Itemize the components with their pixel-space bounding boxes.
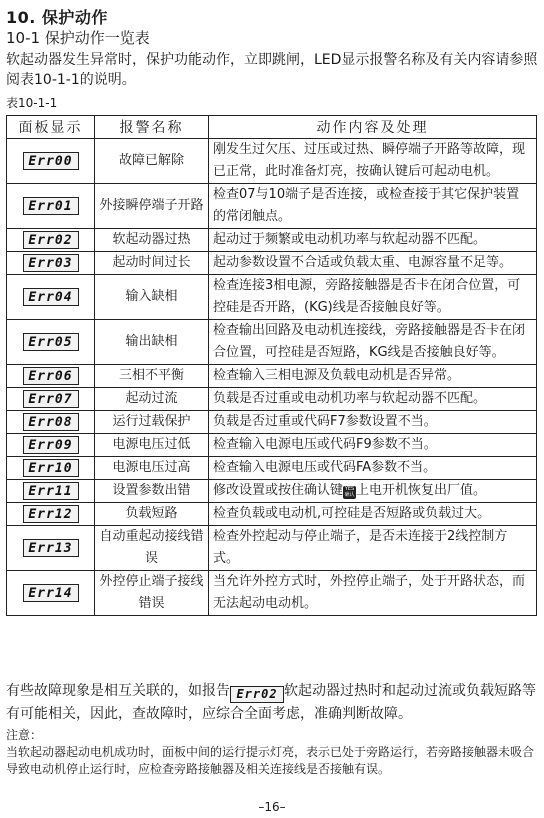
header-alarm-name: 报警名称 xyxy=(95,116,209,139)
table-row xyxy=(7,275,537,320)
table-row xyxy=(7,388,537,411)
note-label: 注意： xyxy=(6,728,43,742)
code-cell xyxy=(7,480,95,503)
table-row xyxy=(7,184,537,229)
outro-text-before: 有些故障现象是相互关联的，如报告 xyxy=(6,683,230,699)
code-cell xyxy=(7,252,95,275)
table-row xyxy=(7,365,537,388)
alarm-name-cell: 起动过流 xyxy=(95,388,209,411)
page-number: –16– xyxy=(258,800,286,814)
code-cell xyxy=(7,229,95,252)
action-content-cell: 负载是否过重或电动机功率与软起动器不匹配。 xyxy=(209,388,537,411)
alarm-name-cell: 外控停止端子接线错误 xyxy=(95,571,209,616)
alarm-name-cell: 输出缺相 xyxy=(95,320,209,365)
alarm-name-cell: 外接瞬停端子开路 xyxy=(95,184,209,229)
lcd-code-display: Err10 xyxy=(23,459,79,477)
alarm-name-cell: 电源电压过低 xyxy=(95,434,209,457)
action-content-cell: 起动过于频繁或电动机功率与软起动器不匹配。 xyxy=(209,229,537,252)
lcd-code-display: Err04 xyxy=(23,288,79,306)
error-code-table xyxy=(6,115,537,616)
action-content-cell: 负载是否过重或代码F7参数设置不当。 xyxy=(209,411,537,434)
lcd-code-display: Err03 xyxy=(23,254,79,272)
code-cell xyxy=(7,139,95,184)
action-content-cell: 检查输入电源电压或代码FA参数不当。 xyxy=(209,457,537,480)
header-panel-display: 面板显示 xyxy=(7,116,95,139)
lcd-code-display: Err13 xyxy=(23,539,79,557)
code-cell xyxy=(7,411,95,434)
action-content-cell: 起动参数设置不合适或负载太重、电源容量不足等。 xyxy=(209,252,537,275)
code-cell xyxy=(7,526,95,571)
code-cell xyxy=(7,365,95,388)
table-row xyxy=(7,320,537,365)
table-row xyxy=(7,503,537,526)
action-content-cell: 检查07与10端子是否连接，或检查接于其它保护装置的常闭触点。 xyxy=(209,184,537,229)
table-row xyxy=(7,139,537,184)
lcd-code-display: Err06 xyxy=(23,367,79,385)
code-cell xyxy=(7,275,95,320)
code-cell xyxy=(7,434,95,457)
table-row xyxy=(7,571,537,616)
table-label: 表10-1-1 xyxy=(6,96,58,110)
intro-paragraph: 软起动器发生异常时，保护功能动作，立即跳闸，LED显示报警名称及有关内容请参照阅表10-1-1的说明。 xyxy=(6,52,538,88)
outro-paragraph xyxy=(6,680,540,725)
lcd-code-display: Err12 xyxy=(23,505,79,523)
lcd-code-display: Err05 xyxy=(23,333,79,351)
action-content-cell: 检查输入三相电源及负载电动机是否异常。 xyxy=(209,365,537,388)
code-cell xyxy=(7,388,95,411)
code-cell xyxy=(7,184,95,229)
code-cell xyxy=(7,320,95,365)
alarm-name-cell: 起动时间过长 xyxy=(95,252,209,275)
action-content-cell: 检查输出回路及电动机连接线，旁路接触器是否卡在闭合位置，可控硅是否短路，KG线是否接触良好等。 xyxy=(209,320,537,365)
table-row xyxy=(7,526,537,571)
alarm-name-cell: 自动重起动接线错误 xyxy=(95,526,209,571)
action-content-cell xyxy=(209,480,537,503)
outro-text-after: 软起动器过热时和起动过流或负载短路等有可能相关，因此，查故障时，应综合全面考虑，准确判断故障。 xyxy=(6,683,536,722)
header-action-content: 动作内容及处理 xyxy=(209,116,537,139)
table-row xyxy=(7,411,537,434)
alarm-name-cell: 电源电压过高 xyxy=(95,457,209,480)
action-content-cell: 刚发生过欠压、过压或过热、瞬停端子开路等故障，现已正常，此时准备灯亮，按确认键后可起动电机。 xyxy=(209,139,537,184)
table-header-row xyxy=(7,116,537,139)
table-row xyxy=(7,457,537,480)
action-content-cell: 检查连接3相电源，旁路接触器是否卡在闭合位置，可控硅是否开路，(KG)线是否接触良好等。 xyxy=(209,275,537,320)
lcd-code-display: Err11 xyxy=(23,482,79,500)
desc-text-after: 上电开机恢复出厂值。 xyxy=(356,483,487,498)
lcd-code-display: Err01 xyxy=(23,197,79,215)
table-row xyxy=(7,229,537,252)
lcd-code-inline: Err02 xyxy=(230,686,284,703)
action-content-cell: 检查输入电源电压或代码F9参数不当。 xyxy=(209,434,537,457)
lcd-code-display: Err14 xyxy=(23,584,79,602)
lcd-code-display: Err00 xyxy=(23,152,79,170)
lcd-code-display: Err07 xyxy=(23,390,79,408)
code-cell xyxy=(7,457,95,480)
section-heading: 10. 保护动作 xyxy=(6,8,108,27)
alarm-name-cell: 运行过载保护 xyxy=(95,411,209,434)
alarm-name-cell: 故障已解除 xyxy=(95,139,209,184)
note-paragraph: 当软起动器起动电机成功时，面板中间的运行提示灯亮，表示已处于旁路运行，若旁路接触器未吸合导致电动机停止运行时，应检查旁路接触器及相关连接线是否接触有误。 xyxy=(6,745,535,776)
lcd-code-display: Err02 xyxy=(23,231,79,249)
alarm-name-cell: 三相不平衡 xyxy=(95,365,209,388)
table-row xyxy=(7,252,537,275)
alarm-name-cell: 负载短路 xyxy=(95,503,209,526)
alarm-name-cell: 输入缺相 xyxy=(95,275,209,320)
table-row xyxy=(7,434,537,457)
code-cell xyxy=(7,503,95,526)
desc-text-before: 修改设置或按住确认键 xyxy=(213,483,344,498)
confirm-key-icon: YES确认 xyxy=(344,486,355,498)
action-content-cell: 检查外控起动与停止端子，是否未连接于2线控制方式。 xyxy=(209,526,537,571)
alarm-name-cell: 软起动器过热 xyxy=(95,229,209,252)
code-cell xyxy=(7,571,95,616)
action-content-cell: 当允许外控方式时，外控停止端子，处于开路状态，而无法起动电动机。 xyxy=(209,571,537,616)
lcd-code-display: Err08 xyxy=(23,413,79,431)
subsection-heading: 10-1 保护动作一览表 xyxy=(6,29,150,47)
alarm-name-cell: 设置参数出错 xyxy=(95,480,209,503)
action-content-cell: 检查负载或电动机,可控硅是否短路或负载过大。 xyxy=(209,503,537,526)
lcd-code-display: Err09 xyxy=(23,436,79,454)
table-row xyxy=(7,480,537,503)
